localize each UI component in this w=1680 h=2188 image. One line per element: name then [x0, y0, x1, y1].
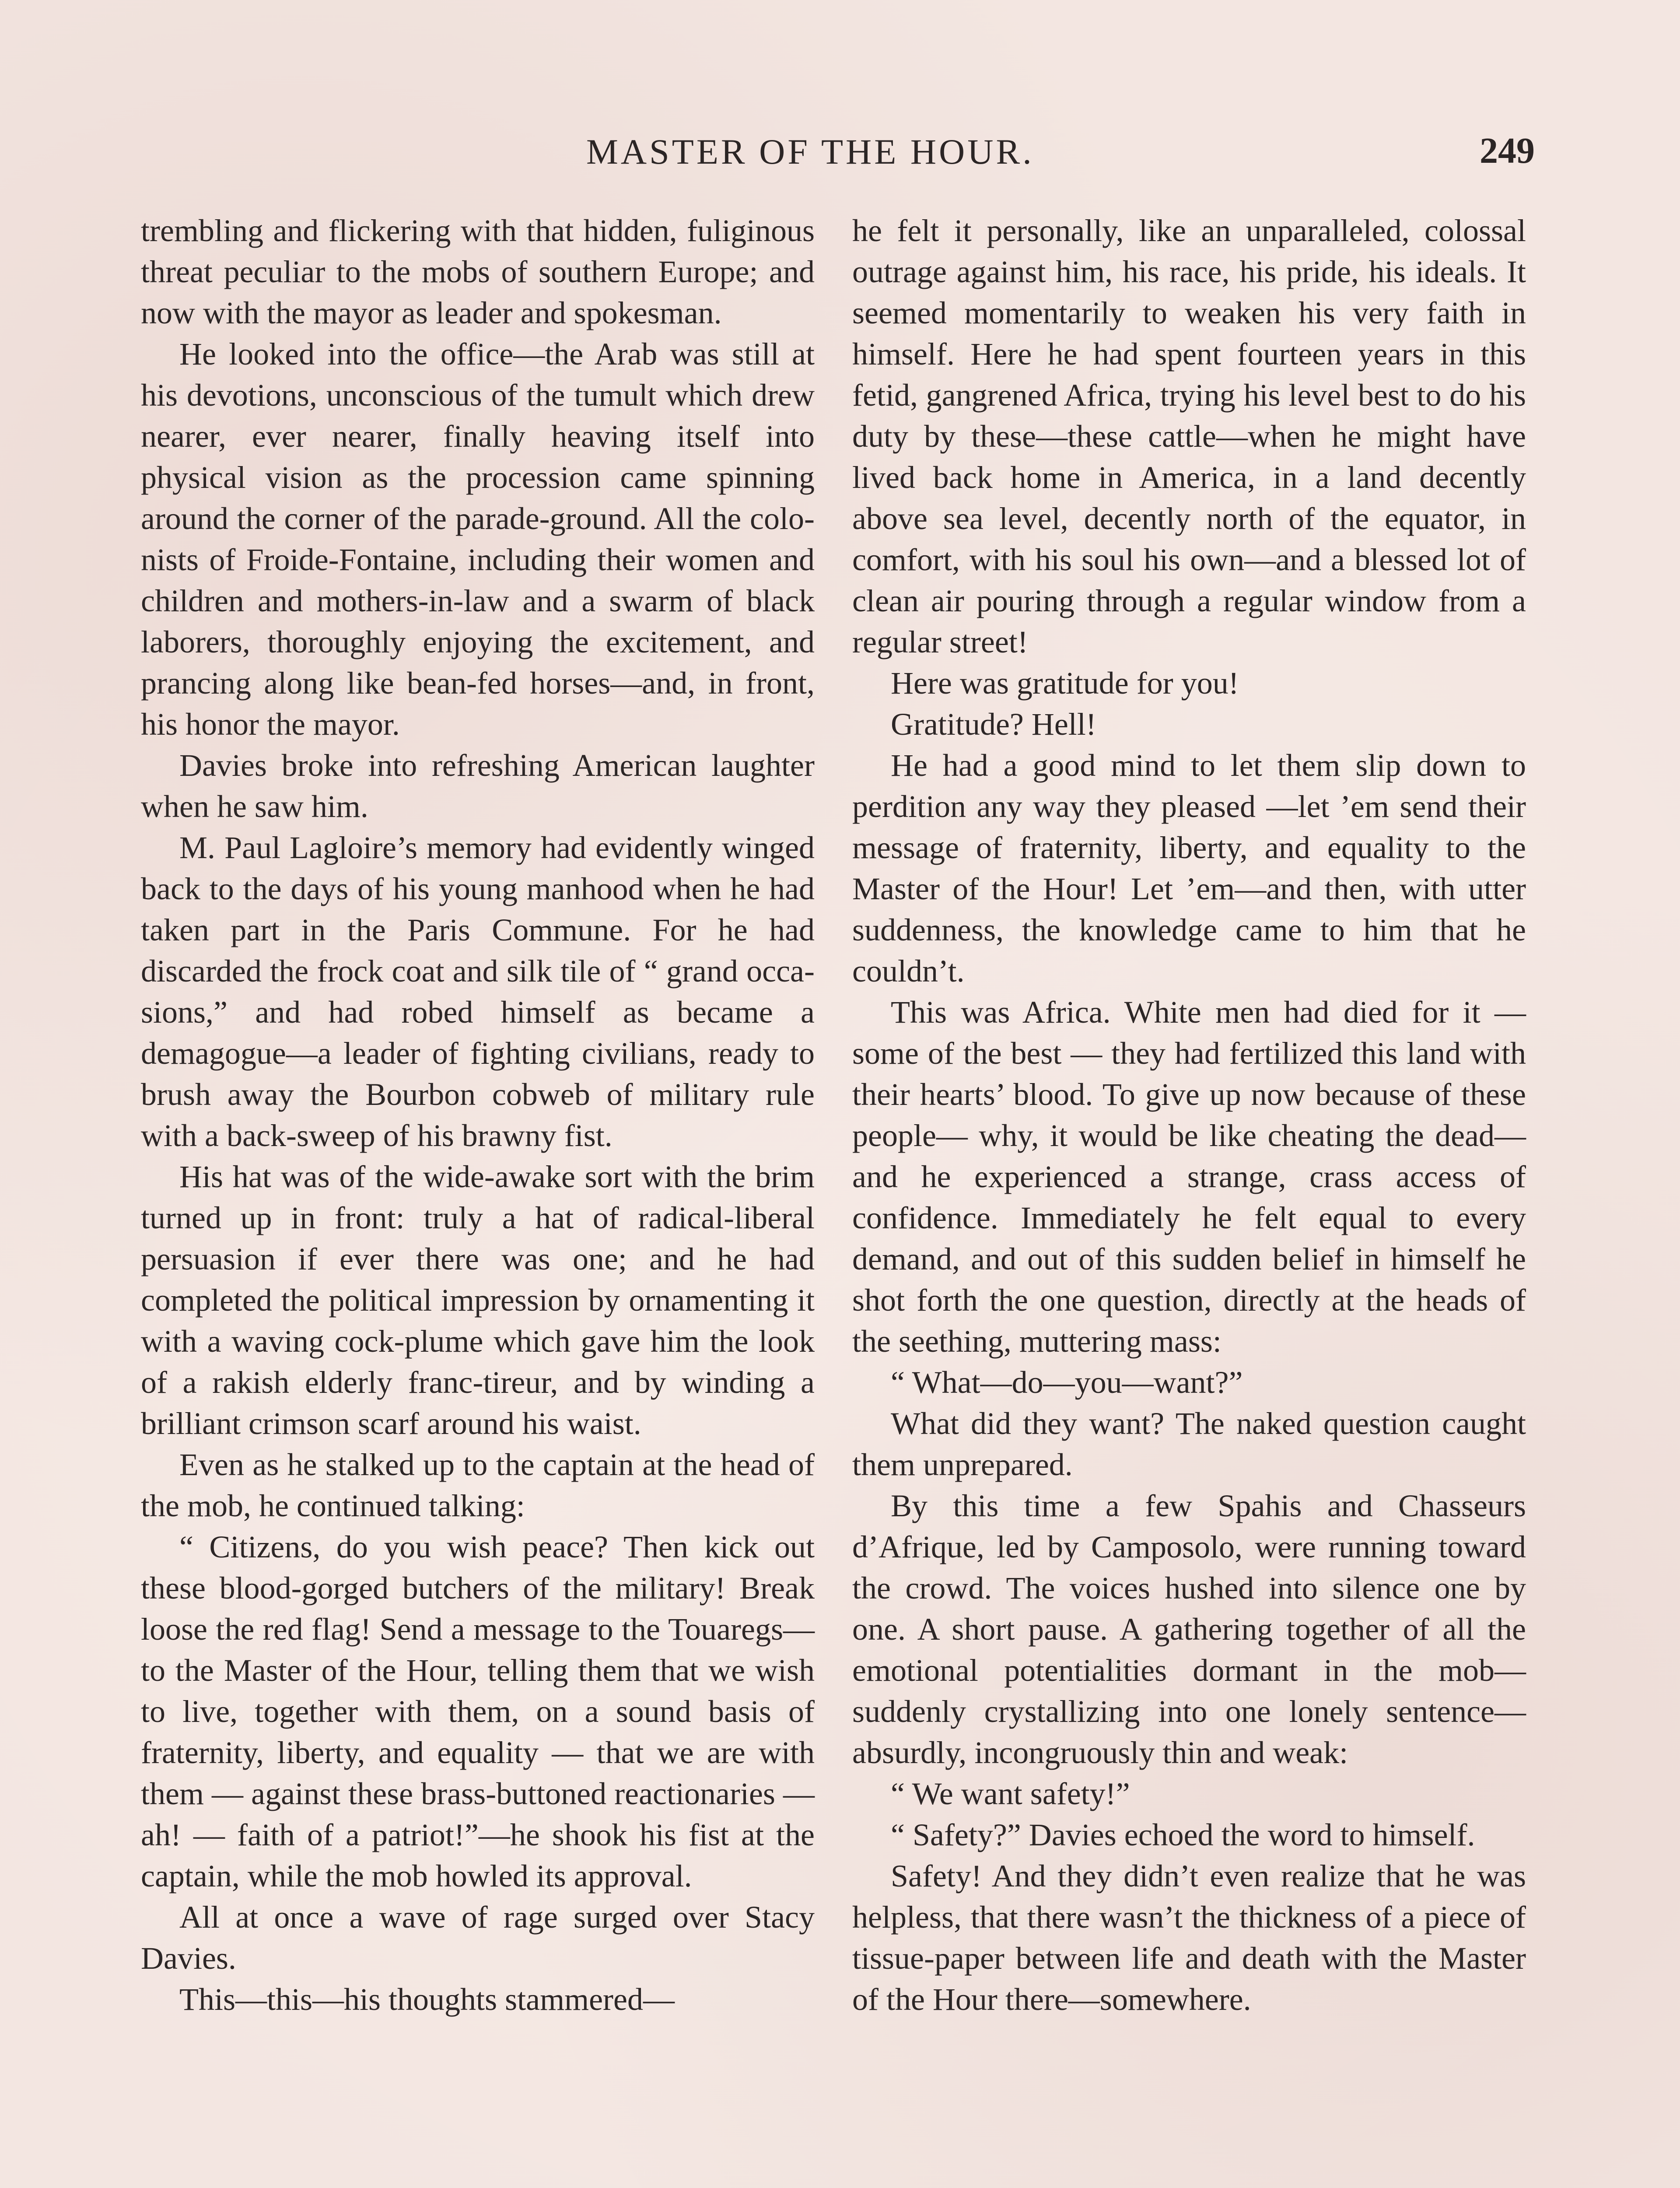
right-column	[852, 210, 1526, 2020]
paragraph: By this time a few Spahis and Chasseurs d’Afrique, led by Camposolo, were running toward the crowd. The voices hushed into silence one by one. A short pause. A gathering together of all the emotional potentialities dormant in the mob— suddenly crystallizing into one lonely sentence—absurdly, incongruously thin and weak:	[852, 1488, 1526, 1770]
paragraph: What did they want? The naked question caught them unprepared.	[852, 1406, 1526, 1482]
left-column	[141, 210, 815, 2020]
running-title: MASTER OF THE HOUR.	[586, 132, 1034, 172]
paragraph: trembling and flickering with that hidden, fuliginous threat peculiar to the mobs of southern Europe; and now with the mayor as leader and spokesman.	[141, 213, 815, 330]
paragraph: His hat was of the wide-awake sort with the brim turned up in front: truly a hat of radical-liberal persuasion if ever there was one; and he had completed the political impression by ornamenting it with a waving cock-plume which gave him the look of a rakish elderly franc-tireur, and by winding a brilliant crimson scarf around his waist.	[141, 1159, 815, 1441]
paragraph: All at once a wave of rage surged over Stacy Davies.	[141, 1900, 815, 1976]
paragraph: M. Paul Lagloire’s memory had evidently winged back to the days of his young manhood when he had taken part in the Paris Commune. For he had discarded the frock coat and silk tile of “ grand occasions,” and had robed himself as became a demagogue—a leader of fighting civilians, ready to brush away the Bourbon cobweb of military rule with a back-sweep of his brawny fist.	[141, 830, 815, 1153]
paragraph: he felt it personally, like an unparalleled, colossal outrage against him, his race, his pride, his ideals. It seemed momentarily to weaken his very faith in himself. Here he had spent fourteen years in this fetid, gangrened Africa, trying his level best to do his duty by these—these cattle—when he might have lived back home in America, in a land decently above sea level, decently north of the equator, in comfort, with his soul his own—and a blessed lot of clean air pouring through a regular window from a regular street!	[852, 213, 1526, 659]
paragraph: Gratitude? Hell!	[891, 707, 1096, 742]
paragraph: He had a good mind to let them slip down to perdition any way they pleased —let ’em send their message of fraternity, liberty, and equality to the Master of the Hour! Let ’em—and then, with utter suddenness, the knowledge came to him that he couldn’t.	[852, 748, 1526, 989]
paragraph: This was Africa. White men had died for it — some of the best — they had fertilized this land with their hearts’ blood. To give up now because of these people— why, it would be like cheating the dead— and he experienced a strange, crass access of confidence. Immediately he felt equal to every demand, and out of this sudden belief in himself he shot forth the one question, directly at the heads of the seething, muttering mass:	[852, 995, 1526, 1359]
paragraph: Safety! And they didn’t even realize that he was helpless, that there wasn’t the thickness of a piece of tissue-paper between life and death with the Master of the Hour there—somewhere.	[852, 1858, 1526, 2017]
paragraph: Here was gratitude for you!	[891, 666, 1239, 701]
paragraph: “ Citizens, do you wish peace? Then kick out these blood-gorged butchers of the military! Break loose the red flag! Send a message to the Touaregs—to the Master of the Hour, telling them that we wish to live, together with them, on a sound basis of fraternity, liberty, and equality — that we are with them — against these brass-buttoned reactionaries — ah! — faith of a patriot!”—he shook his fist at the captain, while the mob howled its approval.	[141, 1529, 815, 1893]
paragraph: This—this—his thoughts stammered—	[179, 1982, 675, 2017]
page-number: 249	[1480, 130, 1535, 171]
paragraph: Even as he stalked up to the captain at the head of the mob, he continued talking:	[141, 1447, 815, 1523]
paragraph: “ We want safety!”	[891, 1776, 1130, 1811]
paragraph: “ What—do—you—want?”	[891, 1365, 1243, 1400]
paragraph: He looked into the office—the Arab was still at his devotions, unconscious of the tumult which drew nearer, ever nearer, finally heaving itself into physical vision as the procession came spinning around the corner of the parade-ground. All the colonists of Froide-Fontaine, including their women and children and mothers-in-law and a swarm of black laborers, thoroughly enjoying the excitement, and prancing along like bean-fed horses—and, in front, his honor the mayor.	[141, 337, 815, 742]
paragraph: “ Safety?” Davies echoed the word to himself.	[891, 1817, 1475, 1852]
paragraph: Davies broke into refreshing American laughter when he saw him.	[141, 748, 815, 824]
